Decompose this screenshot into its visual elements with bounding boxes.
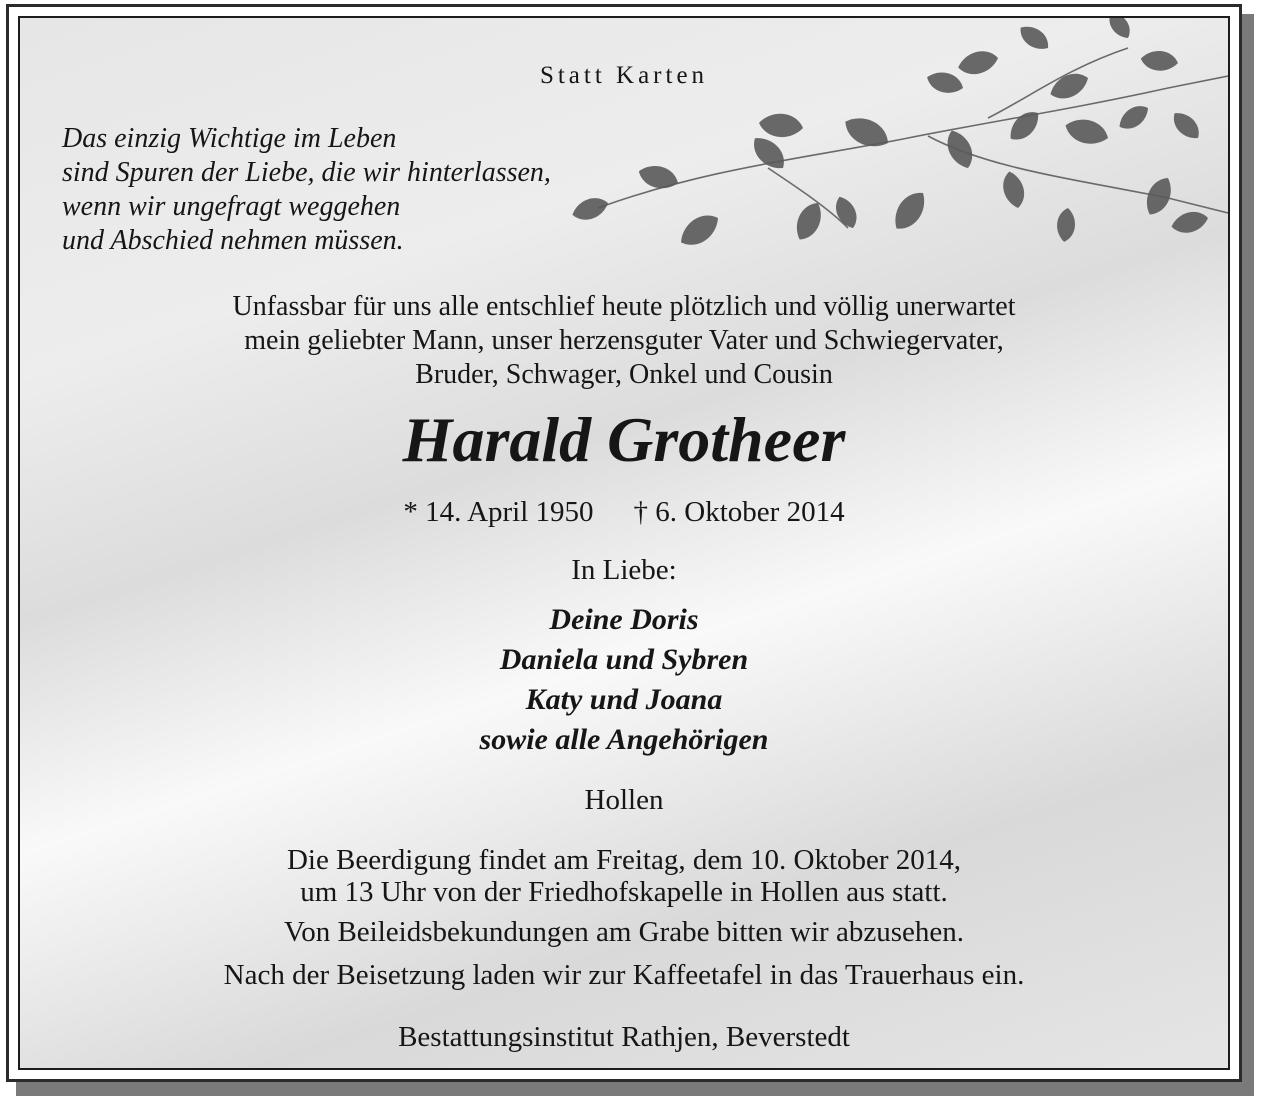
quote-line: und Abschied nehmen müssen. [62, 225, 404, 256]
header-statt-karten: Statt Karten [539, 62, 709, 89]
notice-inner-frame [18, 16, 1230, 1070]
funeral-line: um 13 Uhr von der Friedhofskapelle in Hollen aus statt. [300, 876, 948, 908]
intro-line: Unfassbar für uns alle entschlief heute plötzlich und völlig unerwartet [232, 291, 1016, 322]
undertaker-name: Bestattungsinstitut Rathjen, Beverstedt [398, 1021, 850, 1053]
mourner-name: sowie alle Angehörigen [479, 723, 769, 756]
death-date: † 6. Oktober 2014 [633, 496, 845, 528]
obituary-notice [6, 4, 1242, 1082]
intro-line: Bruder, Schwager, Onkel und Cousin [415, 359, 833, 390]
place-name: Hollen [584, 784, 664, 816]
quote-line: Das einzig Wichtige im Leben [62, 123, 397, 154]
intro-text [20, 290, 1228, 392]
deceased-name: Harald Grotheer [402, 404, 846, 475]
intro-line: mein geliebter Mann, unser herzensguter Vater und Schwiegervater, [244, 325, 1004, 356]
mourner-name: Katy und Joana [525, 683, 723, 716]
life-dates [20, 496, 1228, 529]
mourners-list [20, 600, 1228, 760]
condolence-note: Von Beileidsbekundungen am Grabe bitten wir abzusehen. [284, 916, 964, 948]
birth-date: * 14. April 1950 [403, 496, 594, 528]
coffee-note: Nach der Beisetzung laden wir zur Kaffeetafel in das Trauerhaus ein. [223, 959, 1025, 991]
funeral-details [20, 844, 1228, 908]
mourner-name: Deine Doris [549, 603, 699, 636]
mourners-intro: In Liebe: [571, 554, 677, 586]
quote-line: wenn wir ungefragt weggehen [62, 191, 401, 222]
quote-line: sind Spuren der Liebe, die wir hinterlassen, [62, 157, 551, 188]
memorial-quote [62, 122, 682, 258]
mourner-name: Daniela und Sybren [499, 643, 749, 676]
funeral-line: Die Beerdigung findet am Freitag, dem 10. Oktober 2014, [286, 844, 962, 876]
